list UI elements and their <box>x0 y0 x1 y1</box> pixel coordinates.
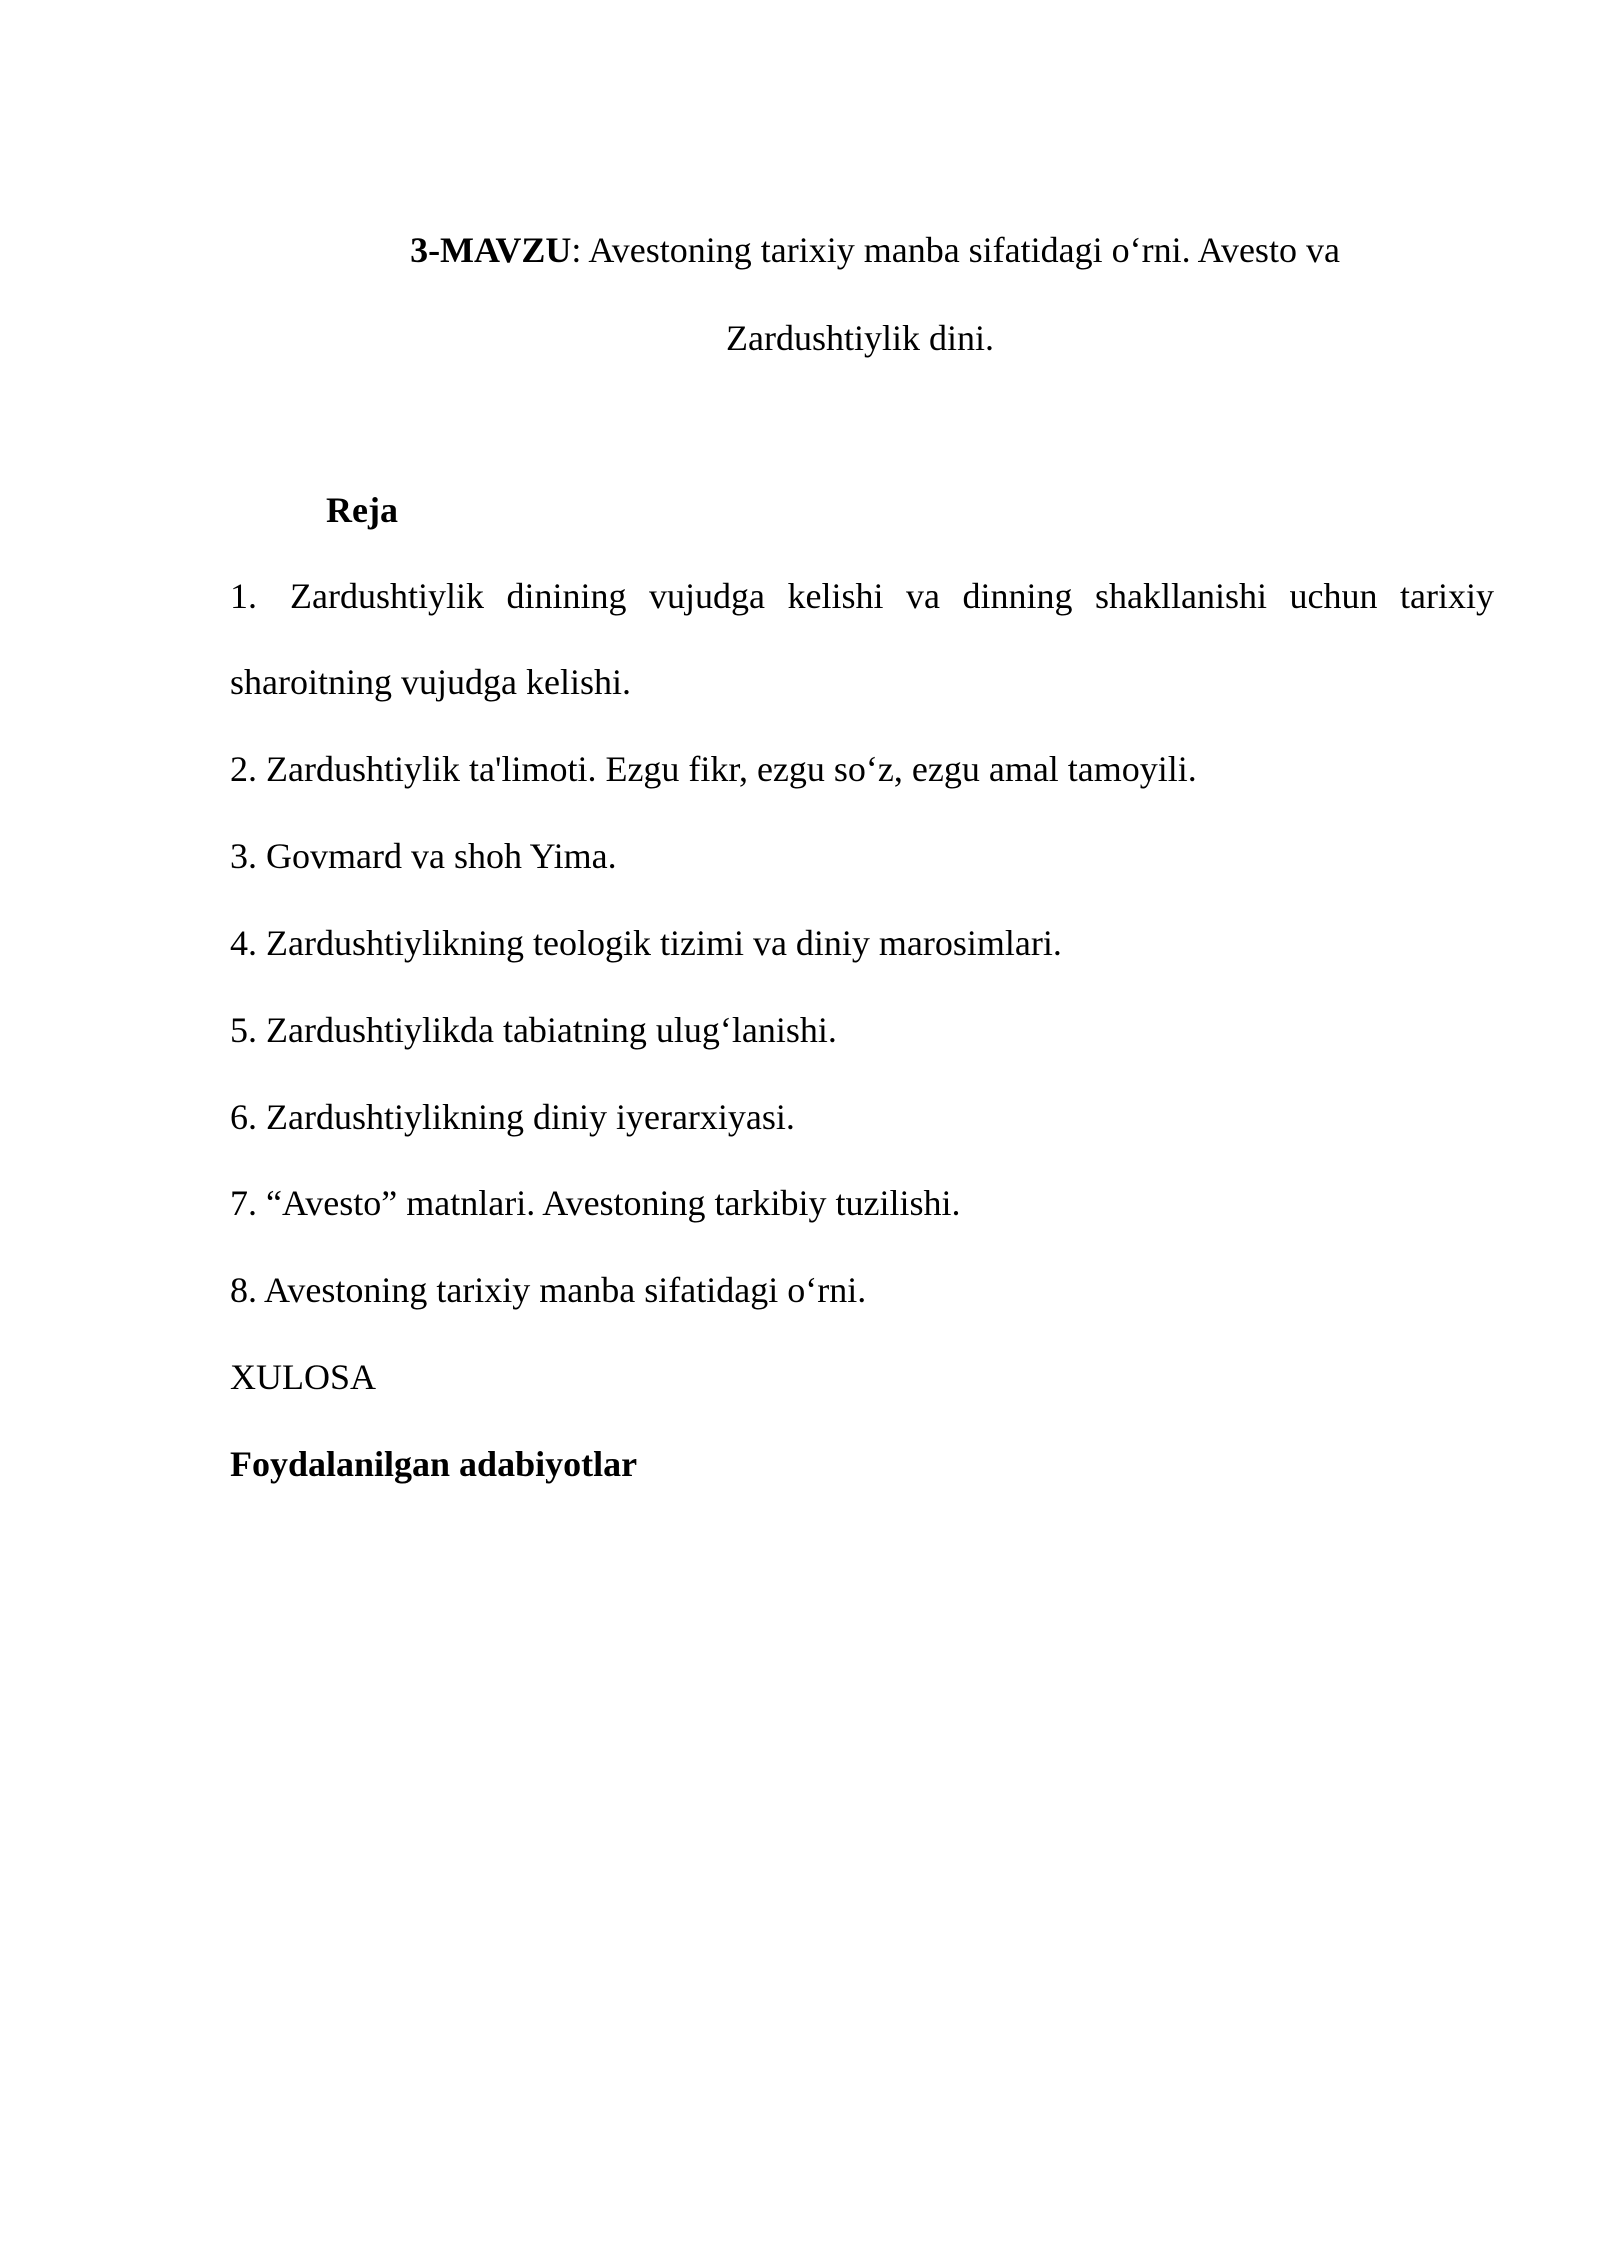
plan-item-2: 2. Zardushtiylik ta'limoti. Ezgu fikr, ezgu so‘z, ezgu amal tamoyili. <box>230 749 1197 789</box>
topic-label: 3-MAVZU <box>410 230 572 270</box>
title-text: : Avestoning tarixiy manba sifatidagi o‘rni. Avesto va <box>571 230 1340 270</box>
plan-item-1-text: Zardushtiylik dinining vujudga kelishi va dinning shakllanishi uchun tarixiy <box>290 576 1494 616</box>
plan-item-1-line2: sharoitning vujudga kelishi. <box>230 662 631 702</box>
plan-item-5: 5. Zardushtiylikda tabiatning ulug‘lanishi. <box>230 1010 837 1050</box>
plan-item-8: 8. Avestoning tarixiy manba sifatidagi o‘rni. <box>230 1270 867 1310</box>
document-title-line2: Zardushtiylik dini. <box>726 318 994 358</box>
plan-item-7: 7. “Avesto” matnlari. Avestoning tarkibiy tuzilishi. <box>230 1183 961 1223</box>
plan-item-1-line1 <box>230 574 1494 618</box>
plan-item-4: 4. Zardushtiylikning teologik tizimi va diniy marosimlari. <box>230 923 1062 963</box>
document-title-line1 <box>250 228 1500 272</box>
plan-item-1-number: 1. <box>230 576 257 616</box>
plan-item-6: 6. Zardushtiylikning diniy iyerarxiyasi. <box>230 1097 795 1137</box>
references-heading: Foydalanilgan adabiyotlar <box>230 1444 638 1484</box>
plan-heading: Reja <box>326 490 398 530</box>
plan-item-3: 3. Govmard va shoh Yima. <box>230 836 617 876</box>
conclusion-heading: XULOSA <box>230 1357 377 1397</box>
